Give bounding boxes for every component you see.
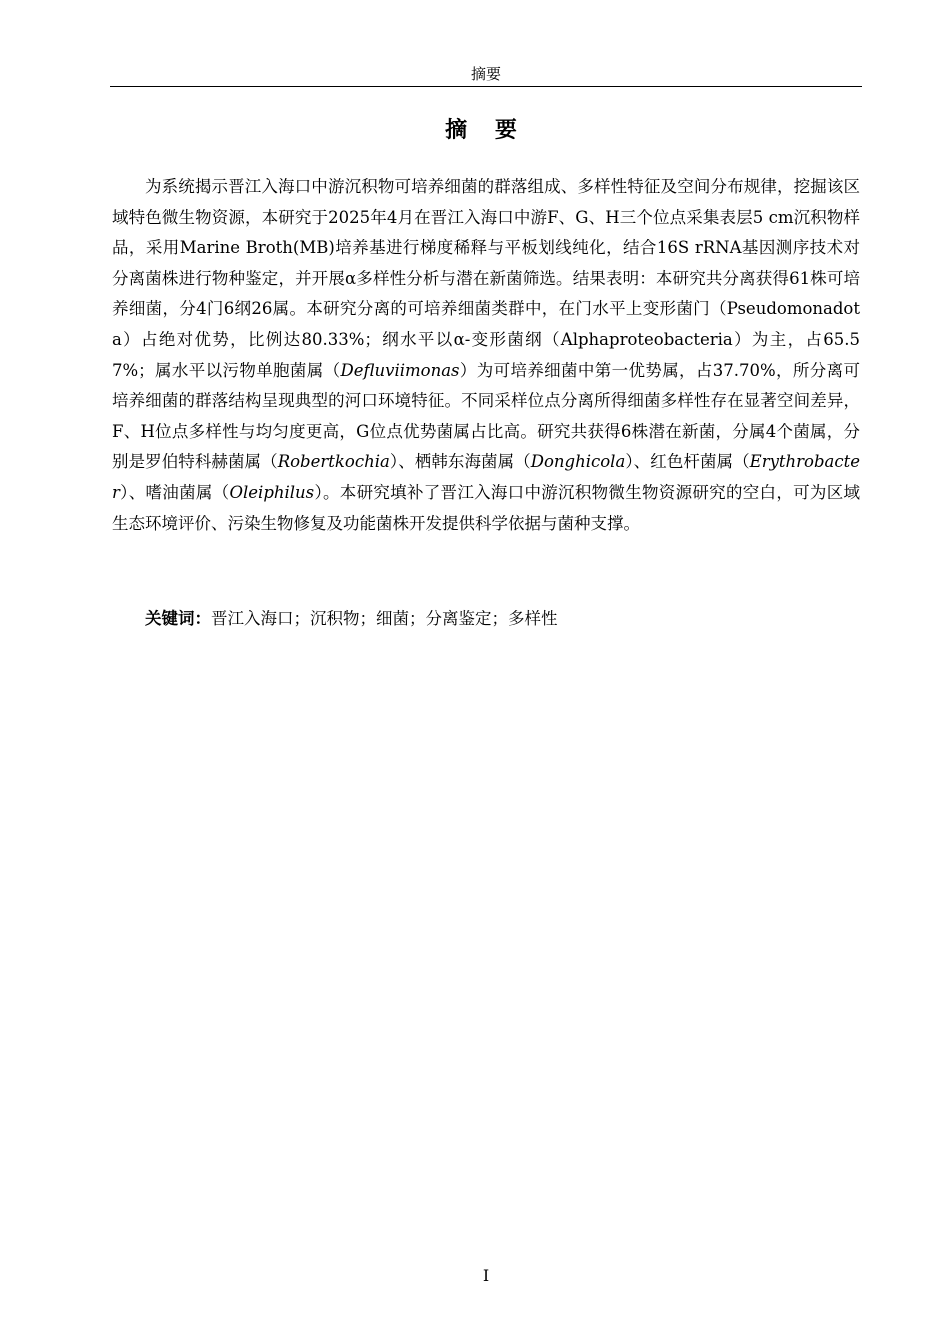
genus-donghicola: Donghicola: [530, 452, 626, 472]
genus-oleiphilus: Oleiphilus: [229, 482, 315, 502]
abstract-text-2: ）为可培养细菌中第一优势属，占37.70%，所分离可培养细菌的群落结构呈现典型的河口环境特征。不同采样位点分离所得细菌多样性存在显著空间差异，F、H位点多样性与均匀度更高，G位点优势菌属占比高。研究共获得6株潜在新菌，分属4个菌属，分别是罗伯特科赫菌属（: [112, 360, 860, 472]
abstract-text-5: ）、嗜油菌属（: [119, 482, 230, 502]
genus-erythrobacter: Erythrobacter: [112, 452, 861, 502]
abstract-text-4: ）、红色杆菌属（: [625, 452, 750, 472]
abstract-text-3: ）、栖韩东海菌属（: [389, 452, 531, 472]
genus-robertkochia: Robertkochia: [277, 452, 390, 472]
keywords-label: 关键词：: [145, 609, 211, 628]
abstract-text-1: 为系统揭示晋江入海口中游沉积物可培养细菌的群落组成、多样性特征及空间分布规律，挖掘该区域特色微生物资源，本研究于2025年4月在晋江入海口中游F、G、H三个位点采集表层5 cm沉积物样品，采用Marine Broth(MB)培养基进行梯度稀释与平板划线纯化，结合16S rRNA基因测序技术对分离菌株进行物种鉴定，并开展α多样性分析与潜在新菌筛选。结果表明：本研究共分离获得61株可培养细菌，分4门6纲26属。本研究分离的可培养细菌类群中，在门水平上变形菌门（Pseudomonadota）占绝对优势，比例达80.33%；纲水平以α-变形菌纲（Alphaproteobacteria）为主，占65.57%；属水平以污物单胞菌属（: [112, 177, 860, 380]
header-divider: [110, 86, 862, 87]
keywords-line: [112, 604, 860, 634]
genus-defluviimonas: Defluviimonas: [340, 360, 460, 380]
abstract-paragraph: [112, 172, 860, 539]
abstract-text-6: ）。本研究填补了晋江入海口中游沉积物微生物资源研究的空白，可为区域生态环境评价、污染生物修复及功能菌株开发提供科学依据与菌种支撑。: [112, 482, 861, 533]
keywords-text: 晋江入海口；沉积物；细菌；分离鉴定；多样性: [211, 609, 558, 628]
page-number: I: [482, 1266, 490, 1285]
page-title: 摘 要: [445, 118, 527, 143]
running-header: 摘要: [470, 65, 501, 83]
